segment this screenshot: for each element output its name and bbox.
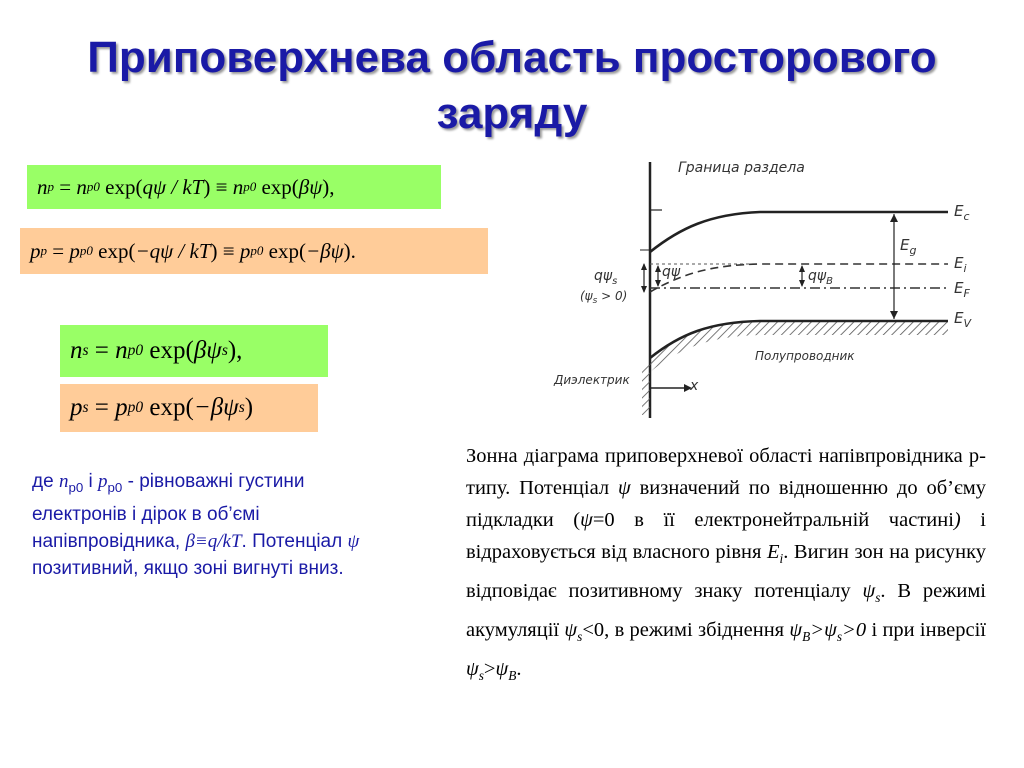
ef-label: $E_F$ — [954, 279, 970, 300]
semiconductor-label: Полупроводник — [755, 349, 855, 363]
q-psi-s-label: $q\psi_s$ — [594, 268, 618, 287]
psi-s-condition: $(\psi_s > 0)$ — [580, 289, 628, 306]
ec-label: $E_c$ — [954, 202, 970, 223]
formula-ns: n s = n p0 exp( βψ s ), — [60, 325, 328, 377]
q-psi-b-label: $q\psi_B$ — [808, 268, 833, 287]
diagram-caption: Зонна діаграма приповерхневої області напівпровідника р-типу. Потенціал ψ визначений по відношенню до об’єму підкладки (ψ=0 в її електронейтральній частині) і відраховується від власного рівня $E_i$. Вигин зон на рисунку відповідає позитивному знаку потенціалу $\psi_s$. В режимі акумуляції $\psi_s<0$, в режимі збіднення $\psi_B>\psi_s>0$ і при інверсії $\psi_s>\psi_B$. — [466, 445, 987, 684]
title-line-1: Приповерхнева область просторового — [87, 33, 937, 82]
title-line-2: заряду — [436, 89, 588, 138]
eg-label: $E_g$ — [900, 236, 917, 257]
interface-label: Граница раздела — [678, 160, 805, 176]
formula-pp: p p = p p0 exp( −qψ / kT ) ≡ p p0 exp( −βψ ). — [20, 228, 488, 274]
x-axis-label: x — [690, 378, 699, 394]
ev-label: $E_V$ — [954, 309, 972, 330]
band-diagram — [550, 150, 990, 420]
formula-np: n p = n p0 exp( qψ / kT ) ≡ n p0 exp( βψ ), — [27, 165, 441, 209]
definitions-note: де $n_{p0}$ і $p_{p0}$ - рівноважні густини електронів і дірок в об’ємі напівпровідника, β≡q/kT. Потенціал ψ позитивний, якщо зоні вигнуті вниз. — [32, 471, 360, 579]
formula-ps: p s = p p0 exp( −βψ s ) — [60, 384, 318, 432]
page-title — [0, 30, 1024, 142]
dielectric-label: Диэлектрик — [554, 373, 630, 387]
ei-label: $E_i$ — [954, 254, 967, 275]
q-psi-label: qψ — [662, 264, 681, 280]
